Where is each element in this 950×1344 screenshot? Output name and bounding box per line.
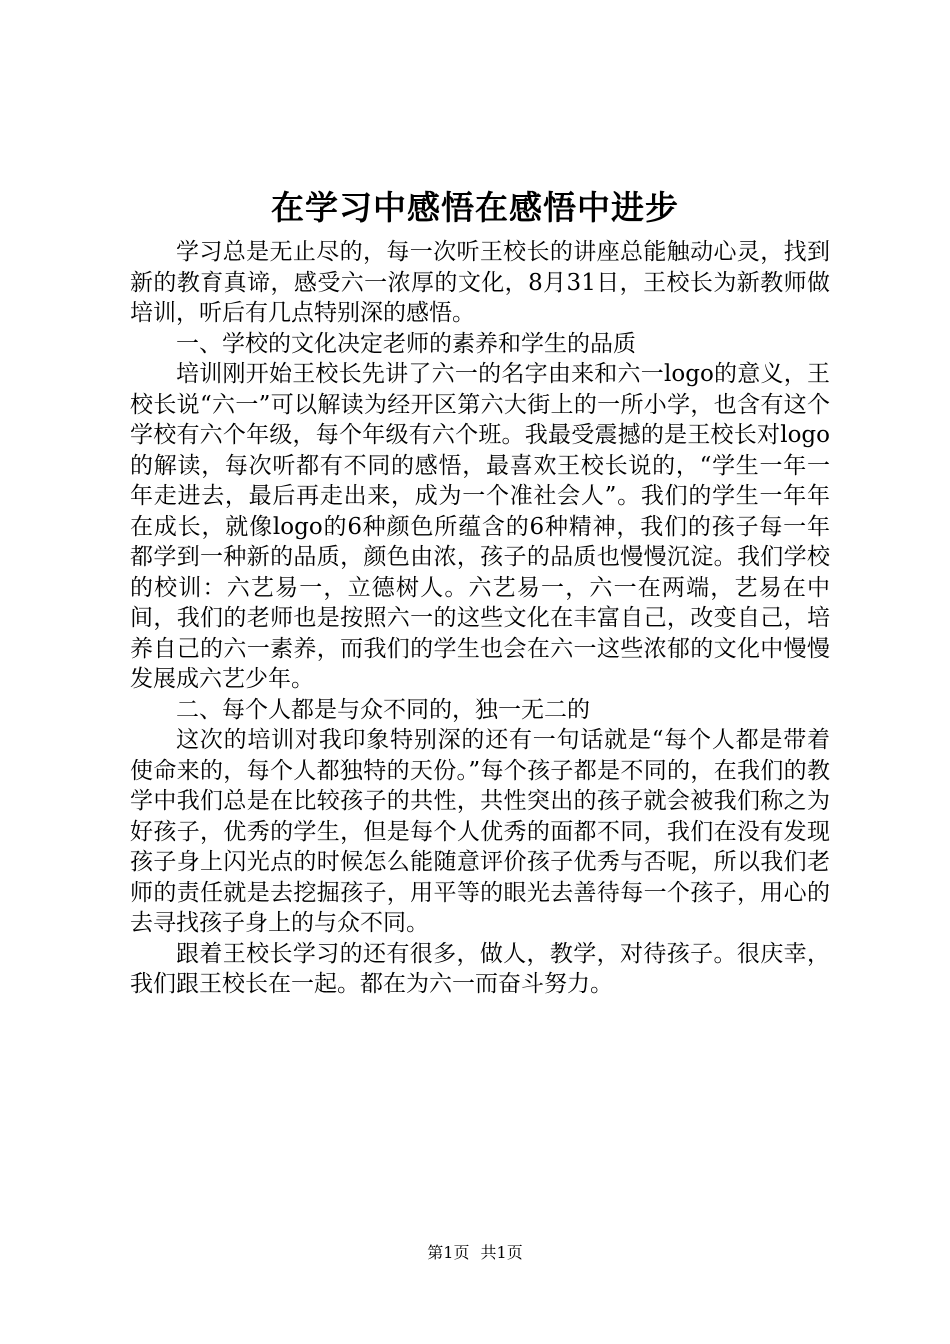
- document-title: 在学习中感悟在感悟中进步: [271, 188, 679, 227]
- paragraph-intro: 学习总是无止尽的，每一次听王校长的讲座总能触动心灵，找到新的教育真谛，感受六一浓厚的文化，8月31日，王校长为新教师做培训，听后有几点特别深的感悟。: [130, 239, 830, 326]
- section-heading-2: 二、每个人都是与众不同的，独一无二的: [176, 696, 590, 723]
- section-heading-1: 一、学校的文化决定老师的素养和学生的品质: [176, 330, 636, 357]
- page-footer: [0, 1242, 950, 1264]
- page-number: 第1页: [427, 1243, 470, 1262]
- document-body: [130, 237, 830, 1000]
- paragraph-section-2: 这次的培训对我印象特别深的还有一句话就是“每个人都是带着使命来的，每个人都独特的天份。”每个孩子都是不同的，在我们的教学中我们总是在比较孩子的共性，共性突出的孩子就会被我们称之为好孩子，优秀的学生，但是每个人优秀的面都不同，我们在没有发现孩子身上闪光点的时候怎么能随意评价孩子优秀与否呢，所以我们老师的责任就是去挖掘孩子，用平等的眼光去善待每一个孩子，用心的去寻找孩子身上的与众不同。: [130, 727, 830, 936]
- page-total: 共1页: [480, 1243, 523, 1262]
- paragraph-section-1: 培训刚开始王校长先讲了六一的名字由来和六一logo的意义，王校长说“六一”可以解读为经开区第六大街上的一所小学，也含有这个学校有六个年级，每个年级有六个班。我最受震撼的是王校长对logo的解读，每次听都有不同的感悟，最喜欢王校长说的，“学生一年一年走进去，最后再走出来，成为一个准社会人”。我们的学生一年年在成长，就像logo的6种颜色所蕴含的6种精神，我们的孩子每一年都学到一种新的品质，颜色由浓，孩子的品质也慢慢沉淀。我们学校的校训：六艺易一，立德树人。六艺易一，六一在两端，艺易在中间，我们的老师也是按照六一的这些文化在丰富自己，改变自己，培养自己的六一素养，而我们的学生也会在六一这些浓郁的文化中慢慢发展成六艺少年。: [130, 361, 830, 692]
- paragraph-conclusion: 跟着王校长学习的还有很多，做人，教学，对待孩子。很庆幸，我们跟王校长在一起。都在为六一而奋斗努力。: [130, 940, 830, 997]
